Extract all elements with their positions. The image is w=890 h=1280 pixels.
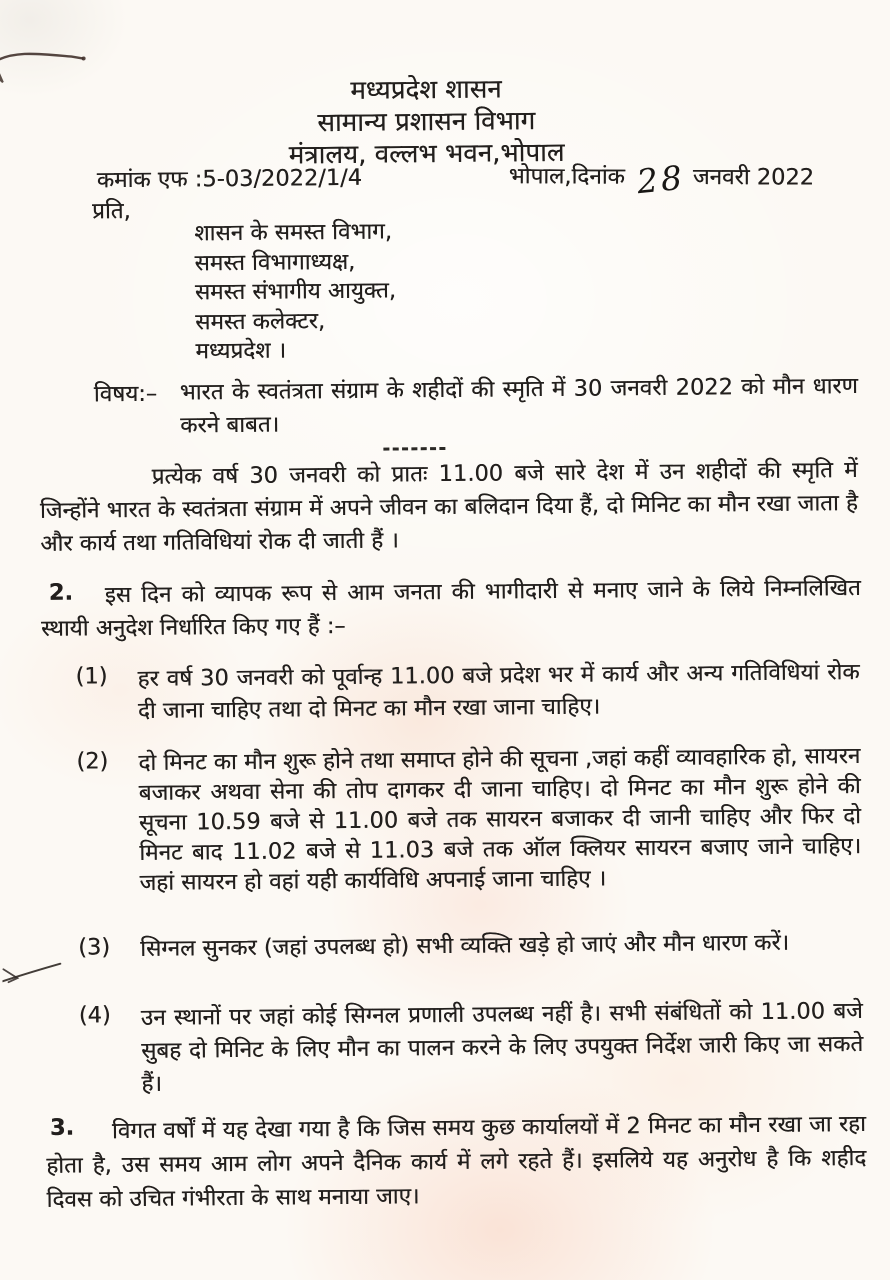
reference-number: कमांक एफ :5-03/2022/1/4 [96,164,363,194]
subject-label: विषय:– [93,380,158,408]
recipient-item: शासन के समस्त विभाग, [194,218,393,247]
instruction-item-3 [44,927,862,966]
recipient-item: समस्त संभागीय आयुक्त, [194,277,397,306]
handwritten-day-number: 28 [635,157,687,202]
department-name: सामान्य प्रशासन विभाग [317,106,536,139]
instruction-4-text: उन स्थानों पर जहां कोई सिग्नल प्रणाली उपलब्ध नहीं है। सभी संबंधितों को 11.00 बजे सुबह दो मिनिट के लिए मौन का पालन करने के लिए उपयुक्त निर्देश जारी किए जा सकते हैं। [140,998,864,1097]
paragraph-2-text: इस दिन को व्यापक रूप से आम जनता की भागीदारी से मनाए जाने के लिये निम्नलिखित स्थायी अनुदेश निर्धारित किए गए हैं :– [40,575,861,642]
instruction-2-text: दो मिनट का मौन शुरू होने तथा समाप्त होने की सूचना ,जहां कहीं व्यावहारिक हो, सायरन बजाकर अथवा सेना की तोप दागकर दी जाना चाहिए। दो मिनट का मौन शुरू होने की सूचना 10.59 बजे से 11.00 बजे तक सायरन बजाकर दी जानी चाहिए और फिर दो मिनट बाद 11.02 बजे से 11.03 बजे तक ऑल क्लियर सायरन बजाए जाने चाहिए। जहां सायरन हो वहां यही कार्यविधि अपनाई जाना चाहिए । [138,743,862,896]
recipient-item: समस्त विभागाध्यक्ष, [194,248,356,276]
paragraph-3-text: विगत वर्षों में यह देखा गया है कि जिस समय कुछ कार्यालयों में 2 मिनट का मौन रखा जा रहा होता है, उस समय आम लोग अपने दैनिक कार्य में लगे रहते हैं। इसलिये यह अनुरोध है कि शहीद दिवस को उचित गंभीरता के साथ मनाया जाए। [46,1110,867,1213]
instruction-item-2 [42,741,861,899]
recipient-item: मध्यप्रदेश । [195,337,287,365]
subject-text: भारत के स्वतंत्रता संग्राम के शहीदों की स्मृति में 30 जनवरी 2022 को मौन धारण करने बाबत। [179,373,858,439]
instruction-3-text: सिग्नल सुनकर (जहां उपलब्ध हो) सभी व्यक्ति खड़े हो जाएं और मौन धारण करें। [140,929,790,962]
instruction-1-number: (1) [75,663,108,690]
paragraph-2 [41,572,862,646]
paragraph-3 [46,1107,867,1217]
place-date-line [508,157,815,202]
office-address: मंत्रालय, वल्लभ भवन,भोपाल [288,137,565,171]
instruction-3-number: (3) [78,934,111,961]
place-date-label: भोपाल,दिनांक [508,163,625,190]
instruction-4-number: (4) [78,1002,111,1029]
recipient-item: समस्त कलेक्टर, [195,307,326,336]
instruction-item-1 [41,656,860,728]
subject-underline [383,447,445,451]
paragraph-2-number: 2. [48,579,74,606]
instruction-1-text: हर वर्ष 30 जनवरी को पूर्वान्ह 11.00 बजे प्रदेश भर में कार्य और अन्य गतिविधियां रोक दी जाना चाहिए तथा दो मिनट का मौन रखा जाना चाहिए। [137,659,860,724]
recipient-list [194,217,396,367]
instruction-2-number: (2) [76,748,109,775]
paragraph-3-number: 3. [49,1114,75,1141]
instruction-item-4 [45,995,864,1102]
paragraph-1: प्रत्येक वर्ष 30 जनवरी को प्रातः 11.00 बजे सारे देश में उन शहीदों की स्मृति में जिन्होंने भारत के स्वतंत्रता संग्राम में अपने जीवन का बलिदान दिया हैं, दो मिनिट का मौन रखा जाता है और कार्य तथा गतिविधियां रोक दी जाती हैं । [39,457,859,557]
month-year: जनवरी 2022 [692,164,815,191]
salutation: प्रति, [91,198,131,225]
government-name: मध्यप्रदेश शासन [350,74,502,106]
subject-block [94,370,859,443]
